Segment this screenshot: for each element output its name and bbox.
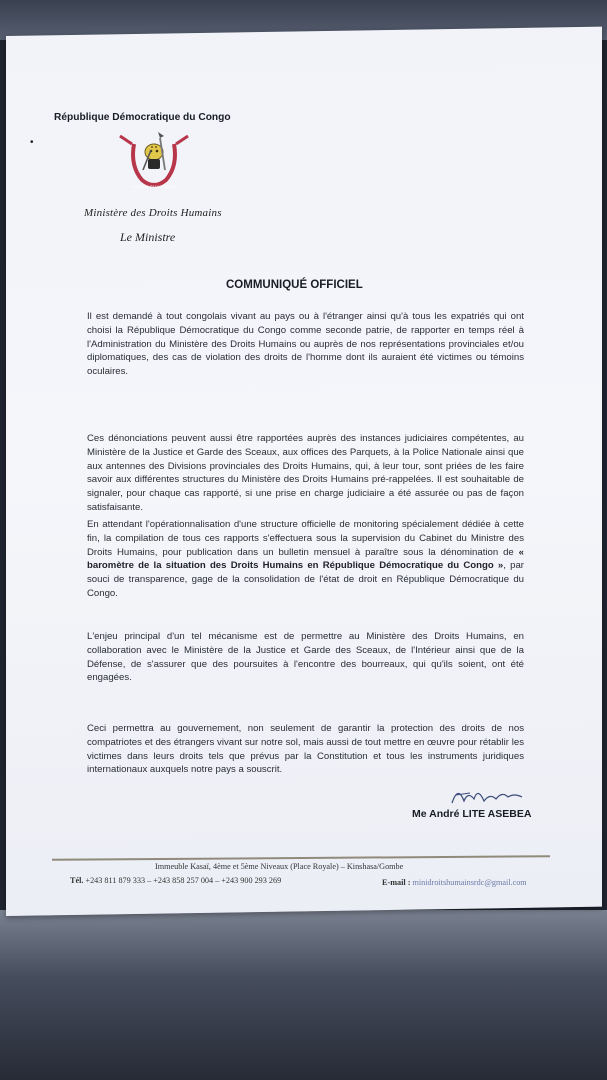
paragraph-3-lead: En attendant l'opérationnalisation d'une structure officielle de monitoring spécialement dédiée à cette fin, la compilation de tous ces rapports s'effectuera sous la supervision du Cabinet du Ministre des Droits Humains, pour publication dans un bulletin mensuel à paraître sous la dénomination de (87, 519, 524, 558)
paragraph-1: Il est demandé à tout congolais vivant au pays ou à l'étranger ainsi qu'à tous les expatriés qui ont choisi la République Démocratique du Congo comme seconde patrie, de rapporter en temps réel à l'Administration du Ministère des Droits Humains ou auprès de nos représentations provinciales et/ou diplomatiques, des cas de violation des droits de l'homme dont ils auraient été victimes ou témoins oculaires. (87, 311, 524, 378)
paragraph-3-tail: , par souci de transparence, gage de la consolidation de l'état de droit en République Démocratique du Congo. (87, 560, 524, 599)
footer-email (382, 878, 527, 887)
signatory-name: Me André LITE ASEBEA (412, 808, 532, 820)
phone-numbers: +243 811 879 333 – +243 858 257 004 – +243 900 293 269 (85, 876, 282, 885)
phone-label: Tél. (70, 876, 84, 885)
margin-dot: • (30, 137, 34, 148)
paragraph-3 (87, 518, 524, 601)
ministry-name: Ministère des Droits Humains (84, 207, 222, 219)
document-title: COMMUNIQUÉ OFFICIEL (226, 279, 363, 291)
barometer-name: « baromètre de la situation des Droits Humains en République Démocratique du Congo » (87, 546, 524, 572)
email-label: E-mail : (382, 878, 411, 887)
minister-title: Le Ministre (120, 230, 176, 244)
footer-phone (70, 876, 281, 885)
coat-of-arms-emblem (112, 130, 196, 202)
paragraph-2: Ces dénonciations peuvent aussi être rapportées auprès des instances judiciaires compétentes, au Ministère de la Justice et Garde des Sceaux, aux offices des Parquets, à la Police Nationale ainsi que aux antennes des Divisions provinciales des Droits Humains, qui, à leur tour, sont priées de les faire savoir aux différentes structures du Ministère des Droits Humains pré-rappelées. Il est souhaitable de signaler, pour chaque cas rapporté, si une prise en charge judiciaire a été assurée ou pas de façon satisfaisante. (87, 433, 524, 513)
emblem-motto (132, 184, 176, 189)
paragraph-5: Ceci permettra au gouvernement, non seulement de garantir la protection des droits de nos compatriotes et des étrangers vivant sur notre sol, mais aussi de tout mettre en œuvre pour rétablir les victimes dans leurs droits tels que prévus par la Constitution et tous les instruments juridiques internationaux auxquels notre pays a souscrit. (87, 723, 524, 776)
paragraph-4: L'enjeu principal d'un tel mécanisme est de permettre au Ministère des Droits Humains, en collaboration avec le Ministère de la Justice et Garde des Sceaux, de l'Intérieur ainsi que de la Défense, de s'assurer que des poursuites à l'encontre des bourreaux, qui qu'ils soient, ont été engagées. (87, 631, 524, 684)
svg-text:JUSTICE PAIX TRAVAIL: JUSTICE PAIX TRAVAIL (132, 184, 176, 189)
country-name: République Démocratique du Congo (54, 112, 231, 123)
footer-divider (52, 855, 550, 860)
footer-address: Immeuble Kasaï, 4ème et 5ème Niveaux (Place Royale) – Kinshasa/Gombe (155, 862, 404, 871)
email-address: minidroitshumainsrdc@gmail.com (412, 878, 527, 887)
handwritten-signature (448, 783, 528, 809)
